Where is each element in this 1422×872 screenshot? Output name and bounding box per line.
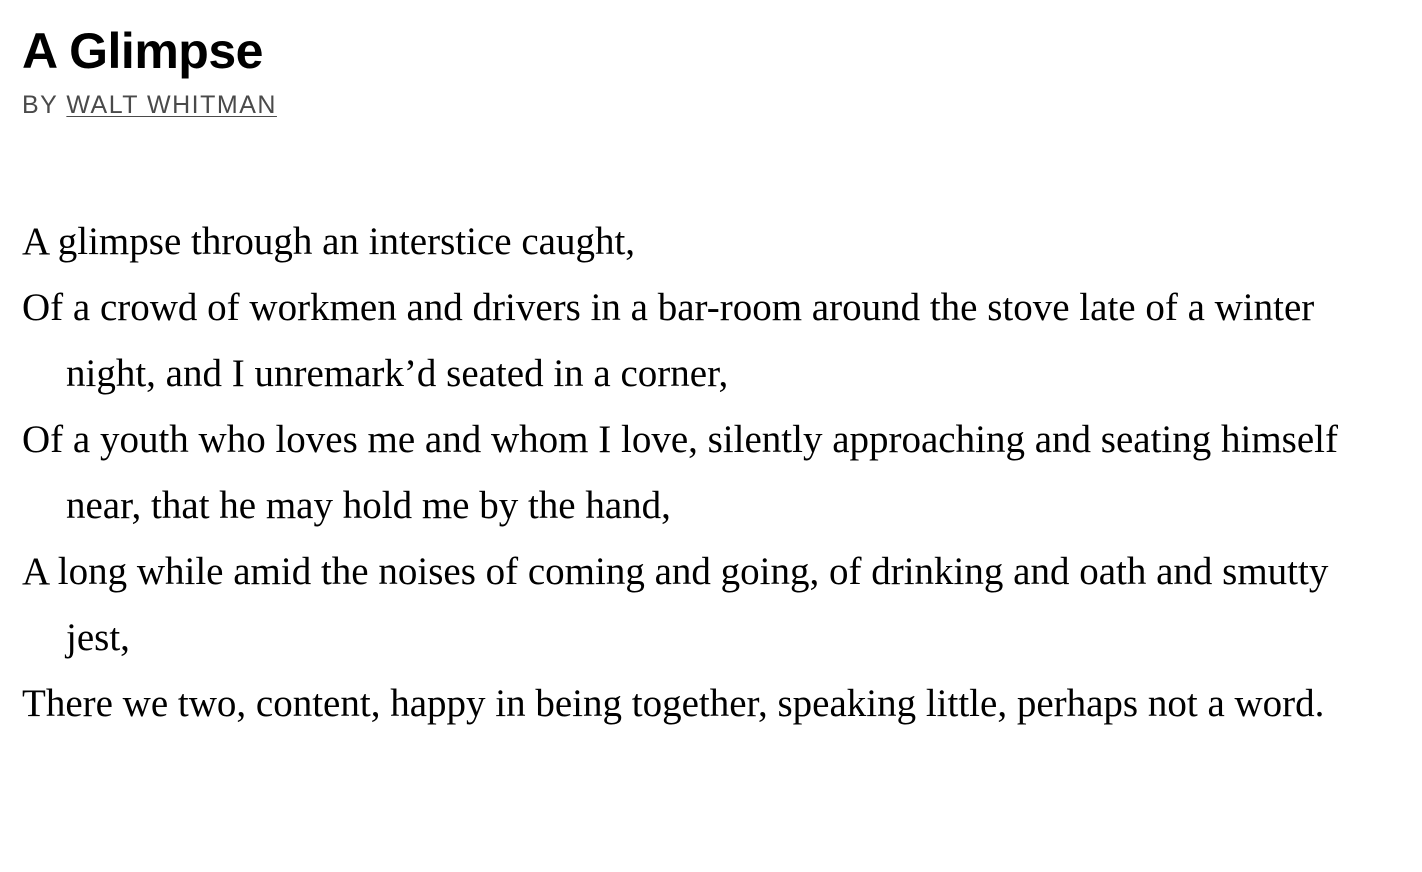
- poem-body: [22, 209, 1362, 737]
- poem-line: A long while amid the noises of coming and going, of drinking and oath and smutty jest,: [22, 550, 1329, 659]
- poem-line: Of a crowd of workmen and drivers in a bar-room around the stove late of a winter night, and I unremark’d seated in a corner,: [22, 286, 1315, 395]
- byline: [22, 90, 277, 120]
- poem-title: A Glimpse: [22, 23, 263, 79]
- poem-page: [22, 20, 1402, 725]
- poem-line: There we two, content, happy in being together, speaking little, perhaps not a word.: [22, 682, 1325, 725]
- author-link[interactable]: WALT WHITMAN: [66, 91, 277, 119]
- poem-line: Of a youth who loves me and whom I love, silently approaching and seating himself near, that he may hold me by the hand,: [22, 418, 1338, 527]
- byline-prefix: BY: [22, 91, 58, 119]
- poem-line: A glimpse through an interstice caught,: [22, 220, 636, 263]
